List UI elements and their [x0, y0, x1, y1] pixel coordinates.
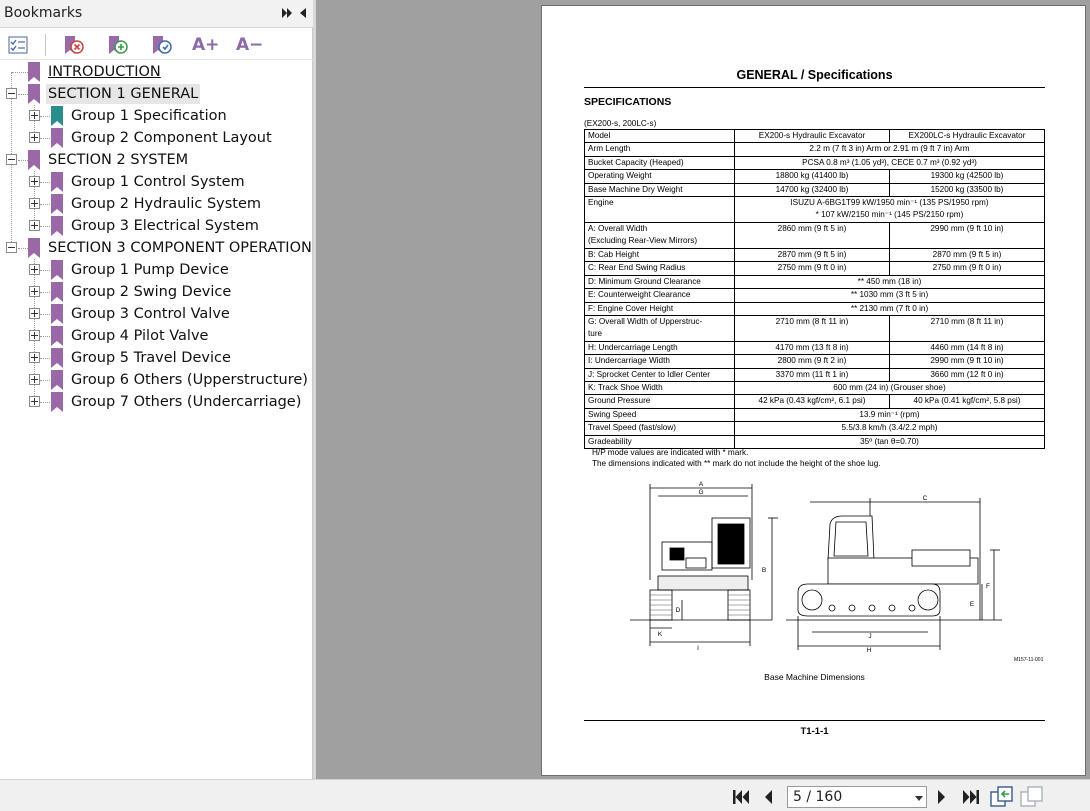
spec-value-cell: 3660 mm (12 ft 0 in): [890, 368, 1045, 381]
expand-toggle[interactable]: [29, 352, 40, 363]
dim-label: E: [969, 601, 975, 608]
spec-value-cell: 2.2 m (7 ft 3 in) Arm or 2.91 m (9 ft 7 in) Arm: [735, 143, 1045, 156]
bookmark-label: Group 2 Swing Device: [71, 284, 232, 300]
bookmark-label: Group 6 Others (Upperstructure): [71, 372, 308, 388]
dim-label: J: [868, 633, 872, 640]
page-number-selector[interactable]: [787, 786, 927, 808]
figure-caption: Base Machine Dimensions: [764, 672, 865, 682]
bookmark-icon-current: [51, 106, 63, 126]
spec-label-cell: Engine: [585, 196, 735, 222]
decrease-font-icon[interactable]: A−: [236, 35, 264, 55]
bookmark-icon: [28, 150, 40, 170]
spec-value-cell: 2870 mm (9 ft 5 in): [735, 248, 890, 261]
spec-header-row: [585, 130, 1045, 143]
bookmark-icon: [51, 260, 63, 280]
spec-value-cell: ISUZU A-6BG1T99 kW/1950 min⁻¹ (135 PS/1950 rpm) * 107 kW/2150 min⁻¹ (145 PS/2150 rpm): [735, 196, 1045, 222]
spec-row: [585, 156, 1045, 169]
bookmark-icon: [28, 62, 40, 82]
go-forward-view-icon[interactable]: [1020, 786, 1044, 808]
bookmark-label: Group 1 Pump Device: [71, 262, 229, 278]
spec-value-cell: 18800 kg (41400 lb): [735, 170, 890, 183]
bookmark-icon: [51, 304, 63, 324]
spec-row: [585, 143, 1045, 156]
bookmark-label: SECTION 1 GENERAL: [48, 86, 199, 102]
expand-toggle[interactable]: [29, 286, 40, 297]
expand-toggle[interactable]: [29, 198, 40, 209]
expand-toggle[interactable]: [29, 330, 40, 341]
models-line: (EX200-s, 200LC-s): [584, 119, 657, 128]
spec-row: [585, 422, 1045, 435]
dim-label: A: [698, 481, 704, 488]
spec-value-cell: ** 450 mm (18 in): [735, 275, 1045, 288]
spec-table: [584, 129, 1045, 449]
delete-bookmark-icon[interactable]: [62, 34, 84, 56]
figure-code: M157-11-001: [1014, 657, 1044, 663]
page-footer: T1-1-1: [800, 726, 829, 737]
bookmark-label: Group 4 Pilot Valve: [71, 328, 209, 344]
spec-label-cell: J: Sprocket Center to Idler Center: [585, 368, 735, 381]
spec-value-cell: 5.5/3.8 km/h (3.4/2.2 mph): [735, 422, 1045, 435]
expand-toggle[interactable]: [29, 308, 40, 319]
spec-row: [585, 341, 1045, 354]
spec-value-cell: 2990 mm (9 ft 10 in): [890, 355, 1045, 368]
spec-row: [585, 289, 1045, 302]
spec-value-cell: 2750 mm (9 ft 0 in): [735, 262, 890, 275]
spec-value-cell: 19300 kg (42500 lb): [890, 170, 1045, 183]
expand-toggle[interactable]: [29, 132, 40, 143]
bookmark-label: Group 1 Control System: [71, 174, 245, 190]
spec-row: [585, 275, 1045, 288]
bookmark-icon: [51, 128, 63, 148]
spec-label-cell: Swing Speed: [585, 408, 735, 421]
expand-panel-icon[interactable]: [281, 7, 293, 19]
spec-row: [585, 435, 1045, 448]
go-back-view-icon[interactable]: [990, 786, 1014, 808]
dim-label: B: [761, 567, 767, 574]
bookmark-label: Group 3 Control Valve: [71, 306, 230, 322]
spec-value-cell: 3370 mm (11 ft 1 in): [735, 368, 890, 381]
base-machine-diagram: [622, 480, 1047, 672]
panel-title: Bookmarks: [4, 5, 83, 21]
spec-row: [585, 302, 1045, 315]
page-number-value: 5 / 160: [793, 789, 843, 805]
dim-label: I: [697, 645, 699, 652]
spec-row: [585, 170, 1045, 183]
spec-label-cell: Travel Speed (fast/slow): [585, 422, 735, 435]
expand-toggle[interactable]: [29, 220, 40, 231]
document-viewer[interactable]: [316, 0, 1090, 779]
bookmark-label: Group 1 Specification: [71, 108, 227, 124]
dim-label: F: [986, 583, 990, 590]
increase-font-icon[interactable]: A+: [192, 35, 220, 55]
spec-value-cell: 2860 mm (9 ft 5 in): [735, 222, 890, 248]
bookmark-icon: [28, 84, 40, 104]
bookmark-icon: [51, 194, 63, 214]
spec-label-cell: H: Undercarriage Length: [585, 341, 735, 354]
spec-label-cell: D: Minimum Ground Clearance: [585, 275, 735, 288]
navigation-bar: [0, 779, 1090, 811]
bookmark-label: Group 2 Hydraulic System: [71, 196, 262, 212]
panel-header: [0, 0, 313, 28]
expand-toggle[interactable]: [29, 396, 40, 407]
section-title: SPECIFICATIONS: [584, 96, 672, 108]
bookmark-label: Group 7 Others (Undercarriage): [71, 394, 302, 410]
spec-value-cell: ** 2130 mm (7 ft 0 in): [735, 302, 1045, 315]
page-header: GENERAL / Specifications: [736, 68, 893, 82]
spec-label-cell: E: Counterweight Clearance: [585, 289, 735, 302]
spec-label-cell: C: Rear End Swing Radius: [585, 262, 735, 275]
previous-page-icon[interactable]: [762, 788, 774, 806]
expand-toggle[interactable]: [29, 176, 40, 187]
spec-row: [585, 355, 1045, 368]
bookmark-icon: [28, 238, 40, 258]
expand-toggle[interactable]: [29, 374, 40, 385]
bookmark-label: INTRODUCTION: [48, 64, 161, 80]
bookmark-label: Group 5 Travel Device: [71, 350, 231, 366]
spec-label-cell: Operating Weight: [585, 170, 735, 183]
bookmarks-panel: [0, 0, 313, 779]
bookmark-icon: [51, 216, 63, 236]
dim-label: C: [922, 495, 928, 502]
spec-value-cell: EX200-s Hydraulic Excavator: [735, 130, 890, 143]
note-shoe-lug: The dimensions indicated with ** mark do not include the height of the shoe lug.: [592, 459, 881, 468]
spec-value-cell: 35º (tan θ=0.70): [735, 435, 1045, 448]
dim-label: D: [675, 607, 681, 614]
dim-label: G: [698, 489, 704, 496]
spec-label-cell: K: Track Shoe Width: [585, 382, 735, 395]
spec-row: [585, 262, 1045, 275]
spec-row: [585, 408, 1045, 421]
spec-value-cell: 14700 kg (32400 lb): [735, 183, 890, 196]
spec-row: [585, 315, 1045, 341]
spec-label-cell: Base Machine Dry Weight: [585, 183, 735, 196]
spec-value-cell: 2710 mm (8 ft 11 in): [890, 315, 1045, 341]
first-page-icon[interactable]: [732, 788, 750, 806]
spec-value-cell: 2750 mm (9 ft 0 in): [890, 262, 1045, 275]
spec-value-cell: 2870 mm (9 ft 5 in): [890, 248, 1045, 261]
spec-value-cell: ** 1030 mm (3 ft 5 in): [735, 289, 1045, 302]
bookmark-options-icon[interactable]: [7, 34, 29, 56]
spec-row: [585, 395, 1045, 408]
bookmark-tree: [0, 61, 313, 779]
footer-rule: [584, 720, 1045, 721]
spec-value-cell: 2990 mm (9 ft 10 in): [890, 222, 1045, 248]
chevron-down-icon: [915, 796, 923, 801]
spec-label-cell: Gradeability: [585, 435, 735, 448]
bookmark-icon: [51, 392, 63, 412]
bookmark-label: Group 3 Electrical System: [71, 218, 259, 234]
last-page-icon[interactable]: [962, 788, 980, 806]
spec-value-cell: 2800 mm (9 ft 2 in): [735, 355, 890, 368]
spec-label-cell: Ground Pressure: [585, 395, 735, 408]
spec-row: [585, 222, 1045, 248]
expand-toggle[interactable]: [29, 110, 40, 121]
spec-label-cell: Bucket Capacity (Heaped): [585, 156, 735, 169]
collapse-toggle[interactable]: [6, 88, 17, 99]
bookmark-label: SECTION 2 SYSTEM: [48, 152, 189, 168]
bookmark-label: SECTION 3 COMPONENT OPERATION: [48, 240, 312, 256]
spec-row: [585, 382, 1045, 395]
spec-value-cell: EX200LC-s Hydraulic Excavator: [890, 130, 1045, 143]
bookmark-icon: [51, 370, 63, 390]
header-rule: [584, 87, 1045, 88]
expand-toggle[interactable]: [29, 264, 40, 275]
spec-value-cell: 600 mm (24 in) (Grouser shoe): [735, 382, 1045, 395]
spec-label-cell: B: Cab Height: [585, 248, 735, 261]
spec-value-cell: PCSA 0.8 m³ (1.05 yd³), CECE 0.7 m³ (0.92 yd³): [735, 156, 1045, 169]
spec-value-cell: 2710 mm (8 ft 11 in): [735, 315, 890, 341]
spec-value-cell: 40 kPa (0.41 kgf/cm², 5.8 psi): [890, 395, 1045, 408]
collapse-toggle[interactable]: [6, 154, 17, 165]
add-bookmark-icon[interactable]: [106, 34, 128, 56]
bookmark-icon: [51, 172, 63, 192]
note-hp-mode: H/P mode values are indicated with * mark.: [592, 448, 749, 457]
spec-row: [585, 196, 1045, 222]
spec-label-cell: Arm Length: [585, 143, 735, 156]
bookmark-icon: [51, 326, 63, 346]
spec-row: [585, 368, 1045, 381]
dim-label: K: [657, 631, 663, 638]
collapse-toggle[interactable]: [6, 242, 17, 253]
spec-value-cell: 4460 mm (14 ft 8 in): [890, 341, 1045, 354]
next-page-icon[interactable]: [936, 788, 948, 806]
spec-label-cell: F: Engine Cover Height: [585, 302, 735, 315]
spec-row: [585, 183, 1045, 196]
spec-value-cell: 13.9 min⁻¹ (rpm): [735, 408, 1045, 421]
spec-label-cell: I: Undercarriage Width: [585, 355, 735, 368]
document-page: [541, 5, 1086, 776]
spec-value-cell: 42 kPa (0.43 kgf/cm², 6.1 psi): [735, 395, 890, 408]
spec-row: [585, 248, 1045, 261]
collapse-panel-icon[interactable]: [299, 7, 307, 19]
bookmark-icon: [51, 348, 63, 368]
spec-label-cell: Model: [585, 130, 735, 143]
spec-label-cell: A: Overall Width (Excluding Rear-View Mirrors): [585, 222, 735, 248]
bookmark-label: Group 2 Component Layout: [71, 130, 272, 146]
spec-label-cell: G: Overall Width of Upperstruc- ture: [585, 315, 735, 341]
dim-label: H: [866, 647, 872, 654]
spec-value-cell: 15200 kg (33500 lb): [890, 183, 1045, 196]
spec-value-cell: 4170 mm (13 ft 8 in): [735, 341, 890, 354]
bookmark-properties-icon[interactable]: [150, 34, 172, 56]
bookmark-toolbar: [0, 28, 313, 60]
bookmark-icon: [51, 282, 63, 302]
